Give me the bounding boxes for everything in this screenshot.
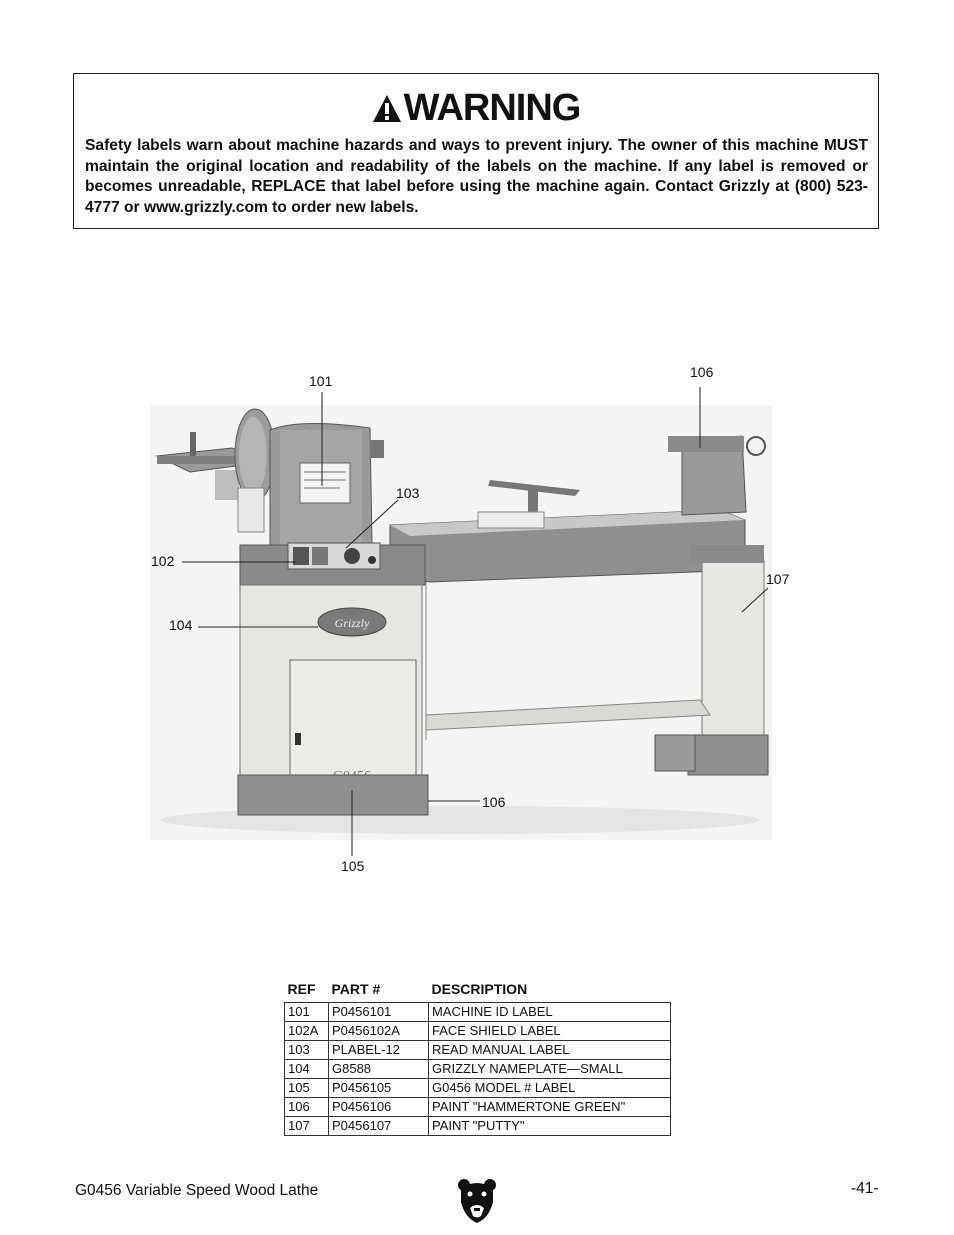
nameplate-text: Grizzly <box>334 616 370 630</box>
table-header-row <box>285 980 671 1003</box>
cell-ref: 107 <box>285 1117 329 1136</box>
callout-103: 103 <box>396 485 420 501</box>
cell-ref: 102A <box>285 1022 329 1041</box>
table-row <box>285 1003 671 1022</box>
cell-part: P0456101 <box>329 1003 429 1022</box>
cell-part: PLABEL-12 <box>329 1041 429 1060</box>
cell-description: PAINT "PUTTY" <box>429 1117 671 1136</box>
cell-ref: 101 <box>285 1003 329 1022</box>
table-row <box>285 1060 671 1079</box>
callout-107: 107 <box>766 571 790 587</box>
table-row <box>285 1022 671 1041</box>
warning-text: Safety labels warn about machine hazards and ways to prevent injury. The owner of this machine MUST maintain the original location and readability of the labels on the machine. If any label is removed or becomes unreadable, REPLACE that label before using the machine again. Contact Grizzly at (800) 523-4777 or www.grizzly.com to order new labels. <box>85 137 868 216</box>
table-row <box>285 1098 671 1117</box>
header-ref: REF <box>287 981 316 997</box>
footer-title: G0456 Variable Speed Wood Lathe <box>75 1182 319 1199</box>
parts-table <box>284 980 671 1136</box>
table-row <box>285 1079 671 1098</box>
cell-ref: 104 <box>285 1060 329 1079</box>
cell-description: PAINT "HAMMERTONE GREEN" <box>429 1098 671 1117</box>
cell-ref: 105 <box>285 1079 329 1098</box>
table-row <box>285 1041 671 1060</box>
cell-description: READ MANUAL LABEL <box>429 1041 671 1060</box>
cell-description: MACHINE ID LABEL <box>429 1003 671 1022</box>
header-part: PART # <box>331 981 381 997</box>
callout-106-bottom: 106 <box>482 794 506 810</box>
cell-part: P0456107 <box>329 1117 429 1136</box>
cell-part: P0456106 <box>329 1098 429 1117</box>
callout-106-top: 106 <box>690 364 714 380</box>
grizzly-bear-logo-icon <box>457 1178 497 1229</box>
table-row <box>285 1117 671 1136</box>
callout-101: 101 <box>309 373 333 389</box>
cell-part: G8588 <box>329 1060 429 1079</box>
cell-part: P0456105 <box>329 1079 429 1098</box>
cell-ref: 103 <box>285 1041 329 1060</box>
cell-description: GRIZZLY NAMEPLATE—SMALL <box>429 1060 671 1079</box>
callout-102: 102 <box>151 553 175 569</box>
warning-title-text: WARNING <box>403 87 581 129</box>
cell-part: P0456102A <box>329 1022 429 1041</box>
callout-104: 104 <box>169 617 193 633</box>
cell-ref: 106 <box>285 1098 329 1117</box>
header-description: DESCRIPTION <box>431 981 528 997</box>
page-number: -41- <box>851 1180 879 1197</box>
cell-description: FACE SHIELD LABEL <box>429 1022 671 1041</box>
cell-description: G0456 MODEL # LABEL <box>429 1079 671 1098</box>
callout-105: 105 <box>341 858 365 874</box>
